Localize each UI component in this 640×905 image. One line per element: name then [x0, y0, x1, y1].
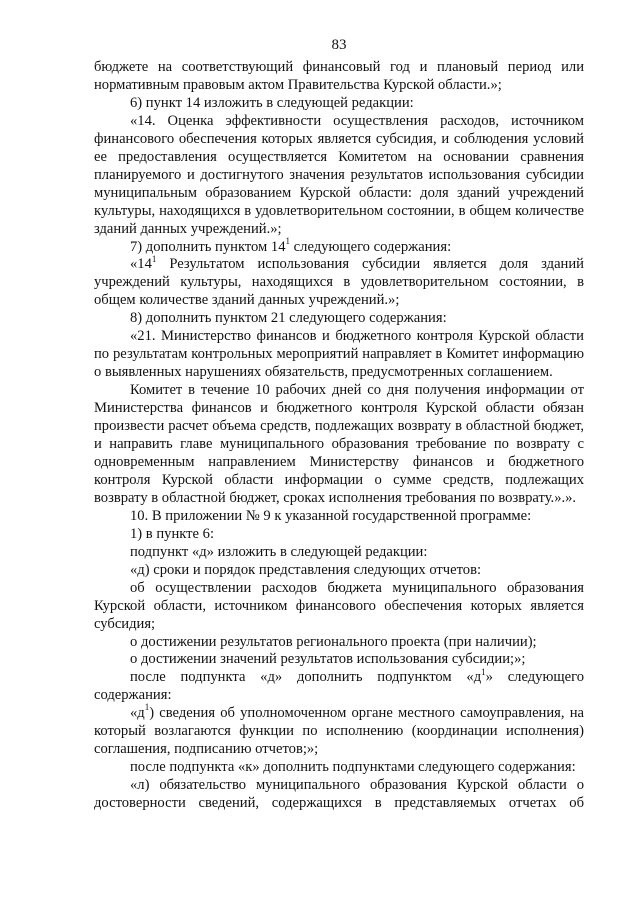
- paragraph: «$14^1$ Результатом использования субсидии является доля зданий учреждений культуры, находящихся в удовлетворительном состоянии, в общем количестве зданий данных учреждений.»;: [94, 253, 584, 309]
- paragraph: 10. В приложении № 9 к указанной государственной программе:: [130, 507, 532, 524]
- paragraph: 7) дополнить пунктом $14^1$ следующего содержания:: [130, 235, 452, 255]
- paragraph: 8) дополнить пунктом 21 следующего содержания:: [130, 310, 447, 327]
- paragraph: «21. Министерство финансов и бюджетного контроля Курской области по результатам контрольных мероприятий направляет в Комитет информацию о выявленных нарушениях обязательств, предусмотренных соглашением.: [94, 328, 584, 381]
- paragraph: после подпункта «к» дополнить подпунктами следующего содержания:: [130, 759, 576, 776]
- page-number: 83: [331, 37, 347, 53]
- superscript: 1: [285, 235, 291, 246]
- paragraph: «л) обязательство муниципального образования Курской области о достоверности сведений, содержащихся в представляемых отчетах об: [94, 777, 584, 812]
- paragraph: после подпункта «д» дополнить подпунктом «$д^1$» следующего содержания:: [94, 666, 584, 704]
- document-body: [94, 59, 584, 813]
- paragraph: «$д^1$) сведения об уполномоченном органе местного самоуправления, на который возлагаются функции по исполнению (координации исполнения) соглашения, подписанию отчетов;»;: [94, 702, 584, 758]
- paragraph: 1) в пункте 6:: [130, 525, 215, 542]
- superscript: 1: [151, 253, 157, 264]
- paragraph: 6) пункт 14 изложить в следующей редакции:: [130, 94, 414, 111]
- paragraph: бюджете на соответствующий финансовый год и плановый период или нормативным правовым актом Правительства Курской области.»;: [94, 59, 584, 93]
- paragraph: «д) сроки и порядок представления следующих отчетов:: [130, 561, 482, 578]
- paragraph: подпункт «д» изложить в следующей редакции:: [130, 543, 428, 560]
- paragraph: «14. Оценка эффективности осуществления расходов, источником финансового обеспечения которых является субсидия, и соблюдения условий ее предоставления осуществляется Комитетом на основании сравнения планируемого и достигнутого значения результатов использования субсидии муниципальным образованием Курской области: доля зданий учреждений культуры, находящихся в удовлетворительном состоянии, в общем количестве зданий данных учреждений.»;: [94, 112, 584, 237]
- paragraph: о достижении результатов регионального проекта (при наличии);: [130, 633, 537, 650]
- paragraph: Комитет в течение 10 рабочих дней со дня получения информации от Министерства финансов и бюджетного контроля Курской области обязан произвести расчет объема средств, подлежащих возврату в областной бюджет, и направить главе муниципального образования требование по возврату с одновременным направлением Министерству финансов и бюджетного контроля Курской области информации о сумме средств, подлежащих возврату в областной бюджет, сроках исполнения требования по возврату.».».: [94, 382, 584, 506]
- superscript: 1: [481, 666, 486, 677]
- superscript: 1: [144, 702, 150, 713]
- paragraph: о достижении значений результатов использования субсидии;»;: [130, 651, 526, 668]
- paragraph: об осуществлении расходов бюджета муниципального образования Курской области, источником финансового обеспечения которых является субсидия;: [94, 579, 584, 632]
